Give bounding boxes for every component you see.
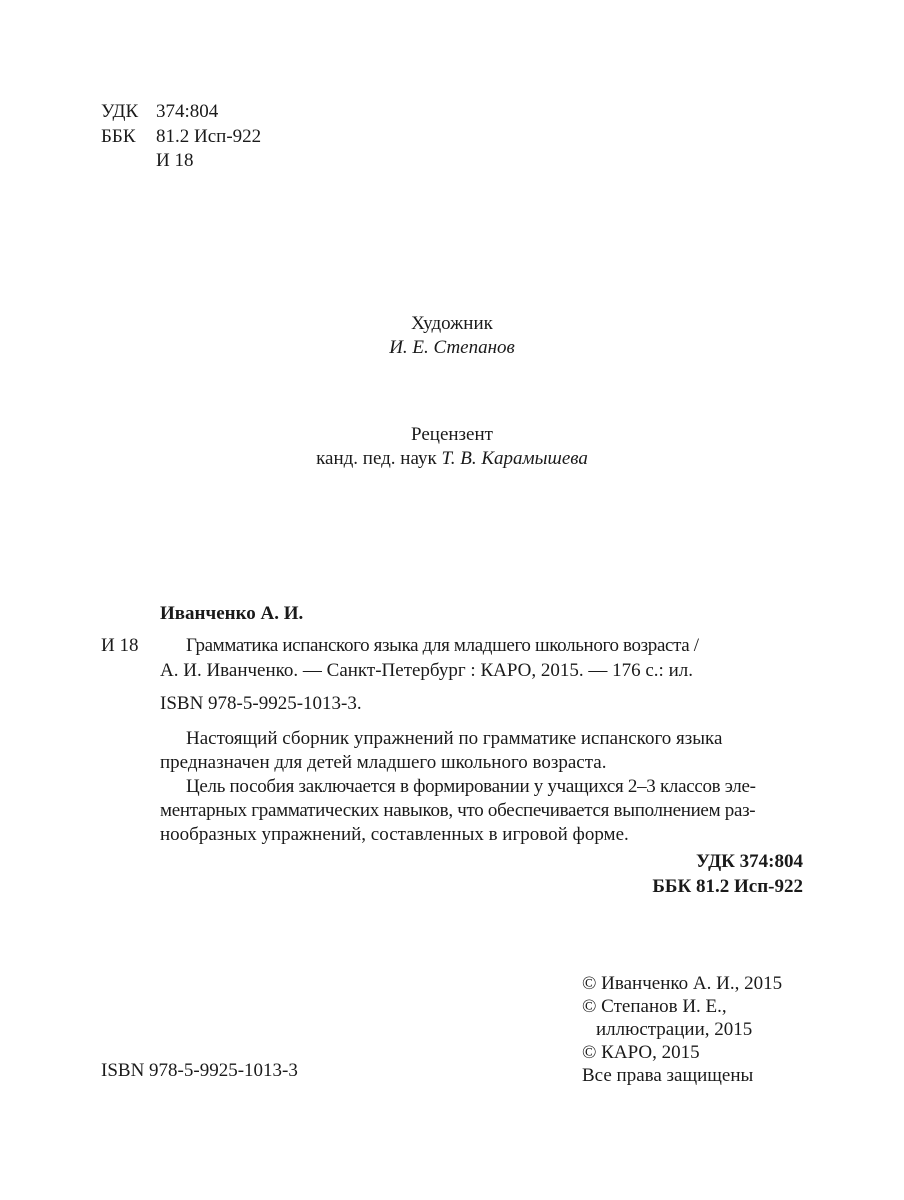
annotation — [160, 727, 802, 847]
annotation-p1-line1: Настоящий сборник упражнений по грамматике испанского языка — [186, 728, 723, 749]
catalog-mark: И 18 — [101, 635, 139, 656]
copyright-publisher: © КАРО, 2015 — [582, 1042, 700, 1063]
udk-row — [101, 102, 218, 121]
annotation-p1-line2: предназначен для детей младшего школьного возраста. — [160, 752, 607, 773]
bottom-isbn: ISBN 978-5-9925-1013-3 — [101, 1060, 298, 1081]
reviewer-name: Т. В. Карамышева — [441, 448, 588, 469]
illustrator-role: Художник — [411, 313, 493, 334]
author-mark: И 18 — [156, 150, 194, 171]
illustrator-name: И. Е. Степанов — [389, 337, 515, 358]
catalog-author: Иванченко А. И. — [160, 603, 304, 624]
annotation-p2-line3: нообразных упражнений, составленных в игровой форме. — [160, 824, 629, 845]
copyright-block — [582, 972, 782, 1087]
annotation-p2-line2: ментарных грамматических навыков, что обеспечивается выполнением раз- — [160, 800, 756, 821]
catalog-title-line1: Грамматика испанского языка для младшего школьного возраста / — [186, 635, 699, 656]
bbk-label: ББК — [101, 126, 136, 147]
catalog-title-line2: А. И. Иванченко. — Санкт-Петербург : КАРО, 2015. — 176 с.: ил. — [160, 660, 693, 681]
bbk-row — [101, 127, 261, 146]
udk-value: 374:804 — [156, 101, 219, 122]
copyright-illustrator: © Степанов И. Е., — [582, 996, 727, 1017]
reviewer-role: Рецензент — [411, 424, 493, 445]
rights-reserved: Все права защищены — [582, 1065, 754, 1086]
catalog-isbn: ISBN 978-5-9925-1013-3. — [160, 693, 362, 714]
catalog-bbk: ББК 81.2 Исп-922 — [652, 876, 803, 897]
reviewer-line — [0, 449, 904, 468]
reviewer-degree: канд. пед. наук — [316, 448, 437, 469]
copyright-author: © Иванченко А. И., 2015 — [582, 973, 783, 994]
udk-label: УДК — [101, 101, 139, 122]
copyright-illustrations: иллюстрации, 2015 — [596, 1019, 753, 1040]
annotation-p2-line1: Цель пособия заключается в формировании у учащихся 2–3 классов эле- — [186, 776, 756, 797]
catalog-udk: УДК 374:804 — [696, 851, 803, 872]
bbk-value: 81.2 Исп-922 — [156, 126, 262, 147]
